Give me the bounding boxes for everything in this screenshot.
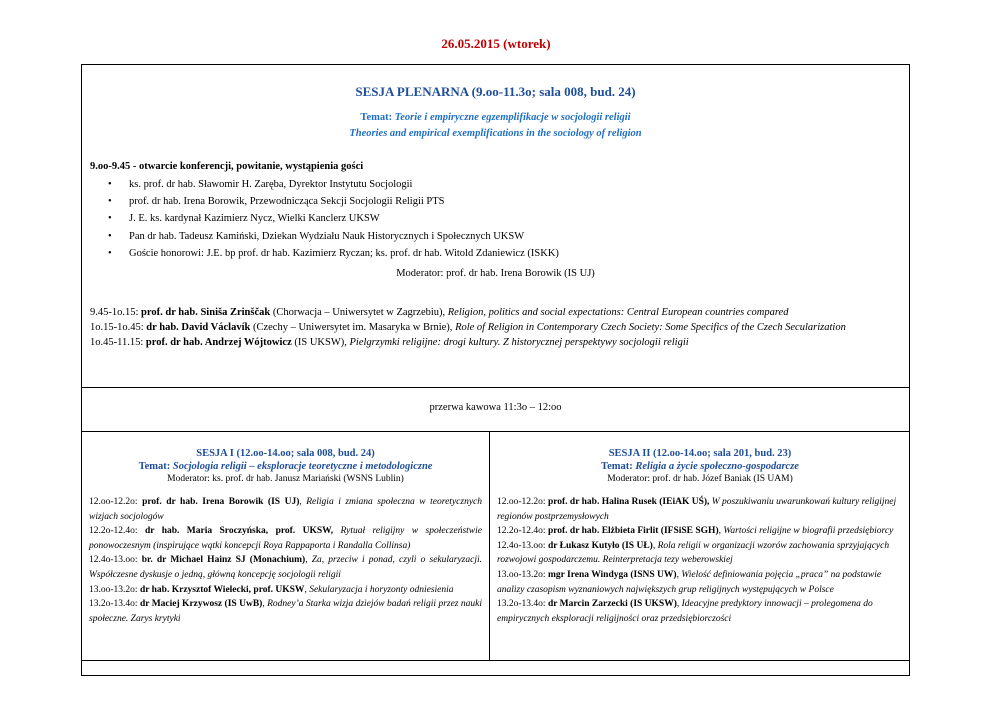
talk-time: 13.oo-13.2o: xyxy=(497,569,548,580)
talk-time: 12.4o-13.oo: xyxy=(497,540,548,551)
guest-item: • prof. dr hab. Irena Borowik, Przewodnicząca Sekcji Socjologii Religii PTS xyxy=(108,193,559,210)
session-talk xyxy=(89,553,482,582)
session-1-topic xyxy=(82,460,489,473)
coffee-break: przerwa kawowa 11:3o – 12:oo xyxy=(429,402,562,413)
talk-title: Wartości religijne w biografii przedsiębiorcy xyxy=(723,526,894,537)
talk-title: Religia i zmiana społeczna w teoretycznych wizjach socjologów xyxy=(89,497,483,522)
talk-speaker: dr hab. David Václavík xyxy=(146,322,251,333)
plenary-topic-en xyxy=(82,128,909,139)
guest-item: • J. E. ks. kardynał Kazimierz Nycz, Wielki Kanclerz UKSW xyxy=(108,210,559,227)
guest-item: • Pan dr hab. Tadeusz Kamiński, Dziekan Wydziału Nauk Historycznych i Społecznych UKSW xyxy=(108,228,559,245)
plenary-topic-pl xyxy=(82,112,909,123)
talk-time: 12.2o-12.4o: xyxy=(497,526,548,537)
guest-item: • Goście honorowi: J.E. bp prof. dr hab. Kazimierz Ryczan; ks. prof. dr hab. Witold Zdaniewicz (ISKK) xyxy=(108,245,559,262)
talk-affiliation: (IS UKSW), xyxy=(291,337,350,348)
talk-title: Rola religii w organizacji wzorów zachowania sprzyjających rozwojowi gospodarczemu. Reinterpretacja tezy weberowskiej xyxy=(497,540,890,566)
talk-separator: , xyxy=(299,497,307,507)
session-talk xyxy=(497,597,903,626)
session-talk xyxy=(89,597,482,626)
session-1-topic-text: Socjologia religii – eksploracje teoretyczne i metodologiczne xyxy=(172,461,433,472)
talk-title: Role of Religion in Contemporary Czech Society: Some Specifics of the Czech Secularization xyxy=(455,322,846,333)
talk-time: 1o.45-11.15: xyxy=(90,337,146,348)
talk-time: 12.2o-12.4o: xyxy=(89,526,145,537)
session-1-topic-prefix: Temat: xyxy=(138,461,173,472)
plenary-session-title: SESJA PLENARNA (9.oo-11.3o; sala 008, bud. 24) xyxy=(355,84,636,99)
talk-speaker: prof. dr hab. Halina Rusek (IEiAK UŚ), xyxy=(547,497,710,507)
plenary-talks xyxy=(90,305,902,350)
talk-speaker: mgr Irena Windyga (ISNS UW) xyxy=(547,569,677,580)
talk-time: 12.oo-12.2o: xyxy=(89,497,143,507)
talk-separator: , xyxy=(262,599,268,610)
session-2-title: SESJA II (12.oo-14.oo; sala 201, bud. 23) xyxy=(608,448,792,459)
talk-speaker: prof. dr hab. Irena Borowik (IS UJ) xyxy=(142,497,300,507)
talk-title: Za, przeciw i ponad, czyli o sekularyzacji. Współczesne dyskusje o jedną, główną koncepcję socjologii religii xyxy=(89,555,482,580)
plenary-topic-pl-text: Teorie i empiryczne egzemplifikacje w socjologii religii xyxy=(394,112,631,123)
plenary-topic-prefix: Temat: xyxy=(360,112,395,123)
table-divider xyxy=(82,660,909,661)
plenary-moderator: Moderator: prof. dr hab. Irena Borowik (IS UJ) xyxy=(396,268,595,279)
guest-item: • ks. prof. dr hab. Sławomir H. Zaręba, Dyrektor Instytutu Socjologii xyxy=(108,176,559,193)
talk-separator: , xyxy=(305,555,312,566)
plenary-topic-en-text: Theories and empirical exemplifications in the sociology of religion xyxy=(349,128,642,139)
talk-time: 12.oo-12.2o: xyxy=(497,497,548,507)
talk-title: Religion, politics and social expectations: Central European countries compared xyxy=(447,307,789,318)
session-1-moderator: Moderator: ks. prof. dr hab. Janusz Mariański (WSNS Lublin) xyxy=(167,474,404,484)
talk-speaker: dr hab. Krzysztof Wielecki, prof. UKSW xyxy=(139,584,305,595)
table-divider xyxy=(82,387,909,388)
session-2-header xyxy=(490,447,910,485)
talk-time: 9.45-1o.15: xyxy=(90,307,142,318)
talk-speaker: dr Marcin Zarzecki (IS UKSW) xyxy=(547,599,677,610)
talk-time: 1o.15-1o.45: xyxy=(90,322,147,333)
talk-speaker: dr Maciej Krzywosz (IS UwB) xyxy=(139,599,263,610)
talk-affiliation: (Czechy – Uniwersytet im. Masaryka w Brnie), xyxy=(250,322,456,333)
talk-separator: , xyxy=(304,584,310,595)
opening-line: 9.oo-9.45 - otwarcie konferencji, powitanie, wystąpienia gości xyxy=(90,161,364,172)
talk-title: Wielość definiowania pojęcia „praca” na podstawie analizy czasopism wyznaniowych największych grup religijnych występujących w Polsce xyxy=(497,569,882,595)
session-talk xyxy=(497,495,903,524)
talk-separator: , xyxy=(676,599,682,610)
talk-speaker: prof. dr hab. Siniša Zrinščak xyxy=(141,307,271,318)
session-1-header xyxy=(82,447,489,485)
session-talk xyxy=(497,568,903,597)
session-talk xyxy=(497,524,903,539)
talk-speaker: dr hab. Maria Sroczyńska, prof. UKSW, xyxy=(144,526,334,537)
talk-title: Rodney’a Starka wizja dziejów badań religii przez nauki społeczne. Zarys krytyki xyxy=(89,599,483,624)
plenary-talk xyxy=(90,335,902,350)
plenary-talk xyxy=(90,320,902,335)
talk-separator xyxy=(333,526,340,536)
talk-time: 13.2o-13.4o: xyxy=(89,599,140,610)
talk-affiliation: (Chorwacja – Uniwersytet w Zagrzebiu), xyxy=(270,307,448,318)
session-1-talks xyxy=(89,495,482,626)
talk-title: Sekularyzacja i horyzonty odniesienia xyxy=(309,584,454,595)
page-date: 26.05.2015 (wtorek) xyxy=(441,36,551,51)
talk-speaker: prof. dr hab. Andrzej Wójtowicz xyxy=(145,337,292,348)
talk-time: 13.2o-13.4o: xyxy=(497,599,548,610)
talk-speaker: dr Łukasz Kutyło (IS UŁ) xyxy=(547,540,653,551)
session-2-moderator: Moderator: prof. dr hab. Józef Baniak (IS UAM) xyxy=(607,474,793,484)
session-2-topic-text: Religia a życie społeczno-gospodarcze xyxy=(635,461,799,472)
session-2-cell xyxy=(490,431,910,660)
plenary-talk xyxy=(90,305,902,320)
talk-time: 13.oo-13.2o: xyxy=(89,584,140,595)
talk-speaker: br. dr Michael Hainz SJ (Monachium) xyxy=(141,555,306,566)
talk-title: Pielgrzymki religijne: drogi kultury. Z historycznej perspektywy socjologii religii xyxy=(349,337,689,348)
session-talk xyxy=(497,539,903,568)
session-1-cell xyxy=(82,431,489,660)
guest-list xyxy=(108,176,559,262)
talk-title: Rytuał religijny w społeczeństwie ponowoczesnym (inspirujące wątki koncepcji Roya Rappaporta i Randalla Collinsa) xyxy=(89,526,482,551)
talk-separator: , xyxy=(676,569,682,580)
schedule-table xyxy=(81,64,910,676)
session-1-title: SESJA I (12.oo-14.oo; sala 008, bud. 24) xyxy=(196,448,375,459)
talk-separator: , xyxy=(652,540,658,551)
session-talk xyxy=(89,524,482,553)
session-talk xyxy=(89,495,482,524)
talk-separator: , xyxy=(718,526,724,537)
session-talk xyxy=(89,583,482,598)
talk-title: W poszukiwaniu uwarunkowań kultury religijnej regionów postprzemysłowych xyxy=(497,497,897,522)
session-2-topic xyxy=(490,460,910,473)
talk-speaker: prof. dr hab. Elżbieta Firlit (IFSiSE SGH) xyxy=(547,526,719,537)
talk-title: Ideacyjne predyktory innowacji – prolegomena do empirycznych eksploracji religijności oraz przedsiębiorczości xyxy=(497,599,873,624)
session-2-talks xyxy=(497,495,903,626)
session-2-topic-prefix: Temat: xyxy=(601,461,636,472)
talk-time: 12.4o-13.oo: xyxy=(89,555,142,566)
